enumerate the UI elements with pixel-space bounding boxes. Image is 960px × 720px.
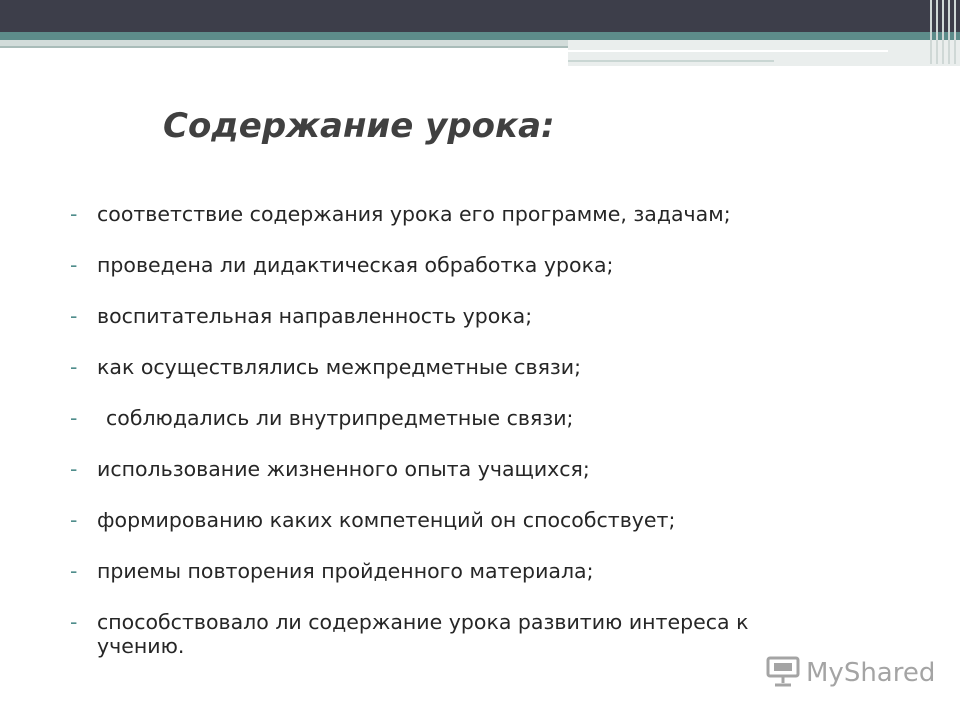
band-line <box>568 60 774 62</box>
bullet-dash: - <box>70 355 78 379</box>
band-line <box>568 50 888 52</box>
list-item-text: соблюдались ли внутрипредметные связи; <box>106 406 574 430</box>
list-item-text: соответствие содержания урока его программе, задачам; <box>97 202 731 226</box>
bullet-dash: - <box>70 457 78 481</box>
list-item-text: как осуществлялись межпредметные связи; <box>97 355 582 379</box>
list-item <box>70 202 830 226</box>
corner-stripes <box>926 0 960 64</box>
bullet-dash: - <box>70 304 78 328</box>
list-item-text: воспитательная направленность урока; <box>97 304 533 328</box>
watermark <box>766 655 935 691</box>
bullet-dash: - <box>70 559 78 583</box>
list-item <box>70 253 830 277</box>
list-item-text: приемы повторения пройденного материала; <box>97 559 594 583</box>
list-item <box>70 304 830 328</box>
slide-title: Содержание урока: <box>163 106 555 146</box>
accent-band <box>0 32 960 40</box>
list-item <box>70 559 830 583</box>
list-item <box>70 508 830 532</box>
list-item-text: формированию каких компетенций он способствует; <box>97 508 676 532</box>
band-line <box>0 46 568 48</box>
bullet-dash: - <box>70 508 78 532</box>
light-band-right <box>568 40 960 66</box>
bullet-dash: - <box>70 253 78 277</box>
list-item <box>70 457 830 481</box>
list-item-text: использование жизненного опыта учащихся; <box>97 457 590 481</box>
list-item <box>70 355 830 379</box>
presentation-icon <box>766 655 800 691</box>
bullet-dash: - <box>70 610 78 634</box>
header-bar <box>0 0 960 32</box>
watermark-text: MyShared <box>806 658 936 688</box>
list-item <box>70 610 830 658</box>
list-item <box>70 406 830 430</box>
bullet-dash: - <box>70 406 78 430</box>
list-item-text: проведена ли дидактическая обработка урока; <box>97 253 614 277</box>
list-item-text: способствовало ли содержание урока развитию интереса к учению. <box>97 610 749 658</box>
bullet-dash: - <box>70 202 78 226</box>
